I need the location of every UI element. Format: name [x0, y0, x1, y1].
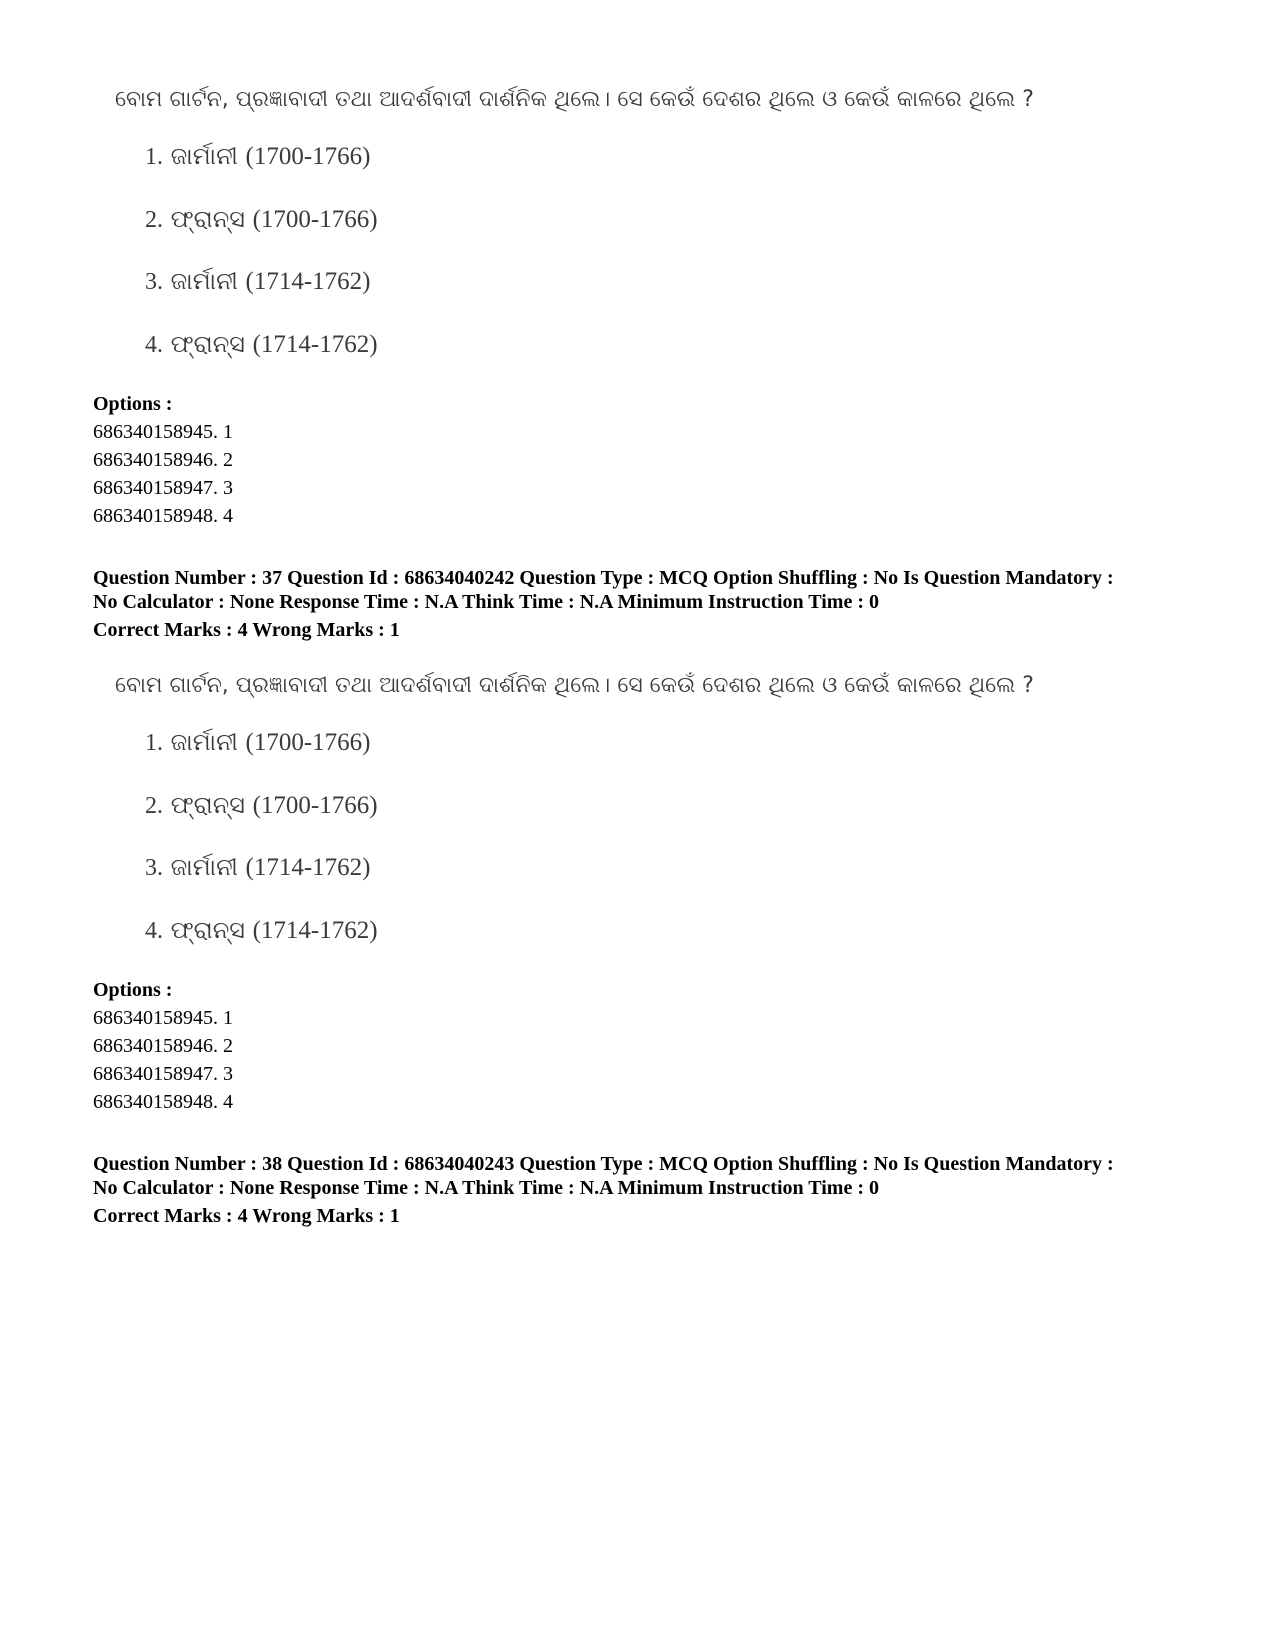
- option-item: 686340158948. 4: [93, 505, 233, 527]
- choice-1: [145, 728, 371, 757]
- question-header-37: [93, 566, 1233, 644]
- choice-3: [145, 267, 371, 296]
- choice-years: (1714-1762): [245, 268, 371, 295]
- question-meta-line-1: Question Number : 38 Question Id : 68634040243 Question Type : MCQ Option Shuffling : No Is Question Mandatory :: [93, 1153, 1114, 1175]
- question-text: ବୋମ ଗାର୍ଟନ, ପ୍ରଜ୍ଞାବାଦୀ ତଥା ଆଦର୍ଶବାଦୀ ଦାର୍ଶନିକ ଥିଲେ। ସେ କେଉଁ ଦେଶର ଥିଲେ ଓ କେଉଁ କାଳରେ ଥିଲେ ?: [115, 87, 1034, 112]
- choice-2: [145, 205, 378, 234]
- choice-4: [145, 916, 378, 945]
- choice-years: (1700-1766): [245, 729, 371, 756]
- choice-number: 2.: [145, 793, 163, 819]
- option-item: 686340158945. 1: [93, 1007, 233, 1029]
- question-image-1: [115, 82, 1034, 358]
- choice-number: 3.: [145, 855, 163, 881]
- question-text: ବୋମ ଗାର୍ଟନ, ପ୍ରଜ୍ଞାବାଦୀ ତଥା ଆଦର୍ଶବାଦୀ ଦାର୍ଶନିକ ଥିଲେ। ସେ କେଉଁ ଦେଶର ଥିଲେ ଓ କେଉଁ କାଳରେ ଥିଲେ ?: [115, 673, 1034, 698]
- choice-number: 4.: [145, 918, 163, 944]
- choice-years: (1714-1762): [245, 854, 371, 881]
- choice-3: [145, 853, 371, 882]
- question-meta-line-1: Question Number : 37 Question Id : 68634040242 Question Type : MCQ Option Shuffling : No Is Question Mandatory :: [93, 567, 1114, 589]
- choice-years: (1714-1762): [252, 917, 378, 944]
- question-meta-line-2: No Calculator : None Response Time : N.A Think Time : N.A Minimum Instruction Time : 0: [93, 1177, 879, 1199]
- choice-country: ଫ୍ରାନ୍ସ: [170, 791, 245, 819]
- choice-years: (1700-1766): [252, 206, 378, 233]
- question-header-38: [93, 1152, 1233, 1230]
- choice-country: ଫ୍ରାନ୍ସ: [170, 205, 245, 233]
- choice-country: ଫ୍ରାନ୍ସ: [170, 916, 245, 944]
- choice-years: (1700-1766): [245, 143, 371, 170]
- choice-country: ଜାର୍ମାନୀ: [170, 142, 238, 170]
- choice-1: [145, 142, 371, 171]
- option-item: 686340158947. 3: [93, 477, 233, 499]
- choice-number: 1.: [145, 730, 163, 756]
- choice-number: 2.: [145, 207, 163, 233]
- choice-number: 3.: [145, 269, 163, 295]
- choice-number: 1.: [145, 144, 163, 170]
- options-label: Options :: [93, 979, 173, 1001]
- choice-years: (1700-1766): [252, 792, 378, 819]
- question-image-2: [115, 668, 1034, 944]
- options-list-1: [93, 390, 1233, 530]
- choice-4: [145, 330, 378, 359]
- choice-2: [145, 791, 378, 820]
- choice-country: ଜାର୍ମାନୀ: [170, 728, 238, 756]
- choice-country: ଫ୍ରାନ୍ସ: [170, 330, 245, 358]
- option-item: 686340158946. 2: [93, 449, 233, 471]
- choice-country: ଜାର୍ମାନୀ: [170, 853, 238, 881]
- marks-line: Correct Marks : 4 Wrong Marks : 1: [93, 1205, 400, 1227]
- marks-line: Correct Marks : 4 Wrong Marks : 1: [93, 619, 400, 641]
- option-item: 686340158947. 3: [93, 1063, 233, 1085]
- option-item: 686340158945. 1: [93, 421, 233, 443]
- options-label: Options :: [93, 393, 173, 415]
- options-list-2: [93, 976, 1233, 1116]
- choice-number: 4.: [145, 332, 163, 358]
- question-meta-line-2: No Calculator : None Response Time : N.A Think Time : N.A Minimum Instruction Time : 0: [93, 591, 879, 613]
- option-item: 686340158948. 4: [93, 1091, 233, 1113]
- choice-years: (1714-1762): [252, 331, 378, 358]
- choice-country: ଜାର୍ମାନୀ: [170, 267, 238, 295]
- option-item: 686340158946. 2: [93, 1035, 233, 1057]
